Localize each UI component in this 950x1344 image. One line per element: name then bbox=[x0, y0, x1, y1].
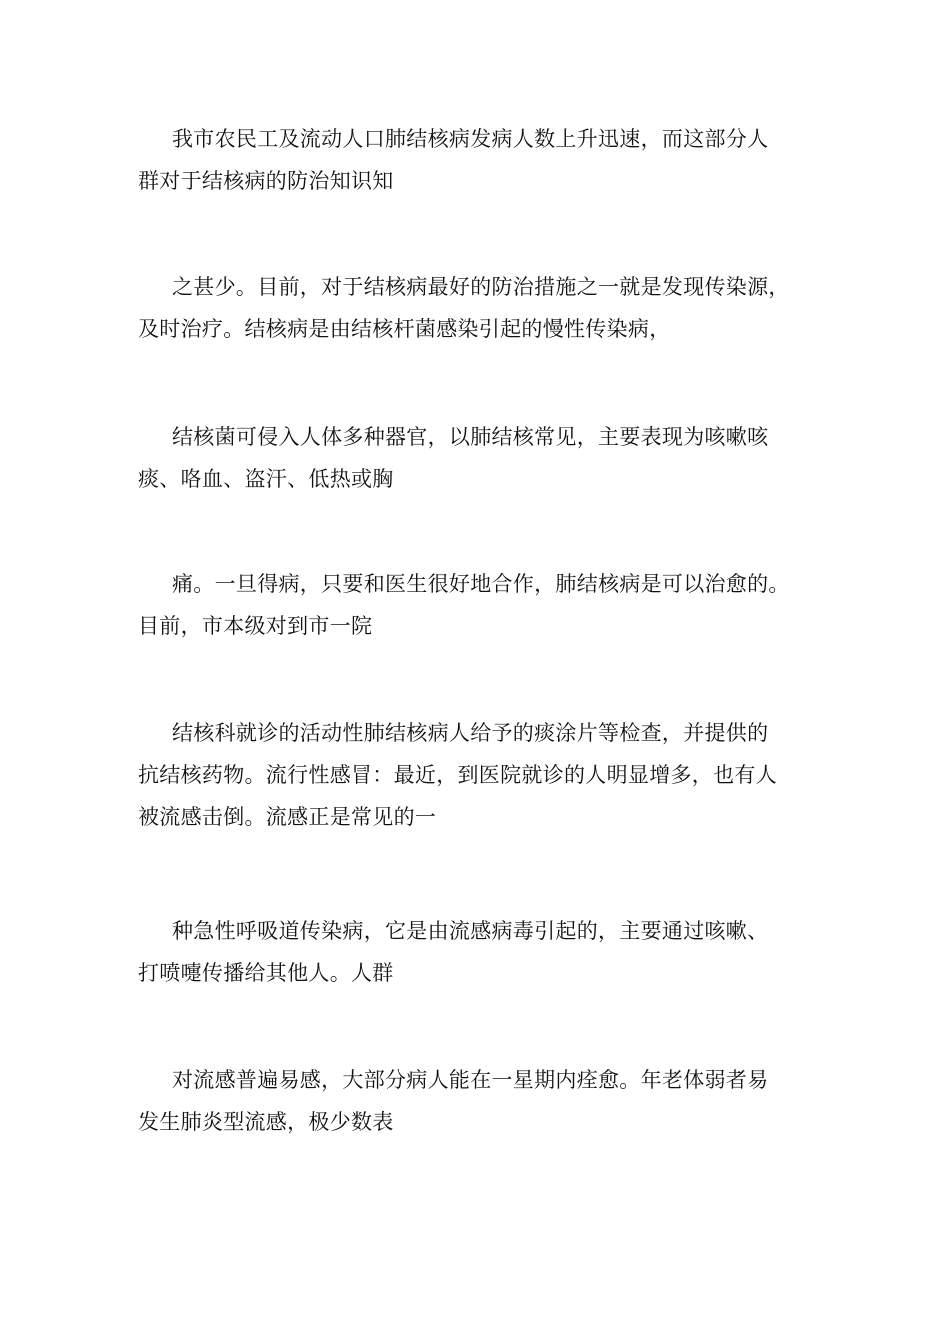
paragraph-line: 打喷嚏传播给其他人。人群 bbox=[138, 961, 394, 985]
paragraph-line: 痛。一旦得病，只要和医生很好地合作，肺结核病是可以治愈的。 bbox=[172, 572, 790, 596]
paragraph-line: 群对于结核病的防治知识知 bbox=[138, 169, 394, 193]
paragraph bbox=[138, 266, 814, 350]
paragraph bbox=[138, 118, 814, 202]
paragraph bbox=[138, 563, 814, 647]
paragraph-line: 痰、咯血、盗汗、低热或胸 bbox=[138, 467, 394, 491]
paragraph-line: 目前，市本级对到市一院 bbox=[138, 614, 373, 638]
paragraph bbox=[138, 712, 814, 838]
paragraph-line: 之甚少。目前，对于结核病最好的防治措施之一就是发现传染源， bbox=[172, 275, 790, 299]
paragraph bbox=[138, 910, 814, 994]
paragraph-line: 种急性呼吸道传染病，它是由流感病毒引起的，主要通过咳嗽、 bbox=[172, 919, 769, 943]
paragraph-line: 及时治疗。结核病是由结核杆菌感染引起的慢性传染病， bbox=[138, 317, 671, 341]
paragraph-line: 被流感击倒。流感正是常见的一 bbox=[138, 805, 437, 829]
paragraph-line: 发生肺炎型流感，极少数表 bbox=[138, 1110, 394, 1134]
paragraph bbox=[138, 416, 814, 500]
paragraph-line: 对流感普遍易感，大部分病人能在一星期内痊愈。年老体弱者易 bbox=[172, 1068, 769, 1092]
paragraph bbox=[138, 1059, 814, 1143]
paragraph-line: 结核菌可侵入人体多种器官，以肺结核常见，主要表现为咳嗽咳 bbox=[172, 425, 769, 449]
paragraph-line: 我市农民工及流动人口肺结核病发病人数上升迅速，而这部分人 bbox=[172, 127, 769, 151]
paragraph-line: 结核科就诊的活动性肺结核病人给予的痰涂片等检查，并提供的 bbox=[172, 721, 769, 745]
paragraph-line: 抗结核药物。流行性感冒：最近，到医院就诊的人明显增多，也有人 bbox=[138, 763, 777, 787]
